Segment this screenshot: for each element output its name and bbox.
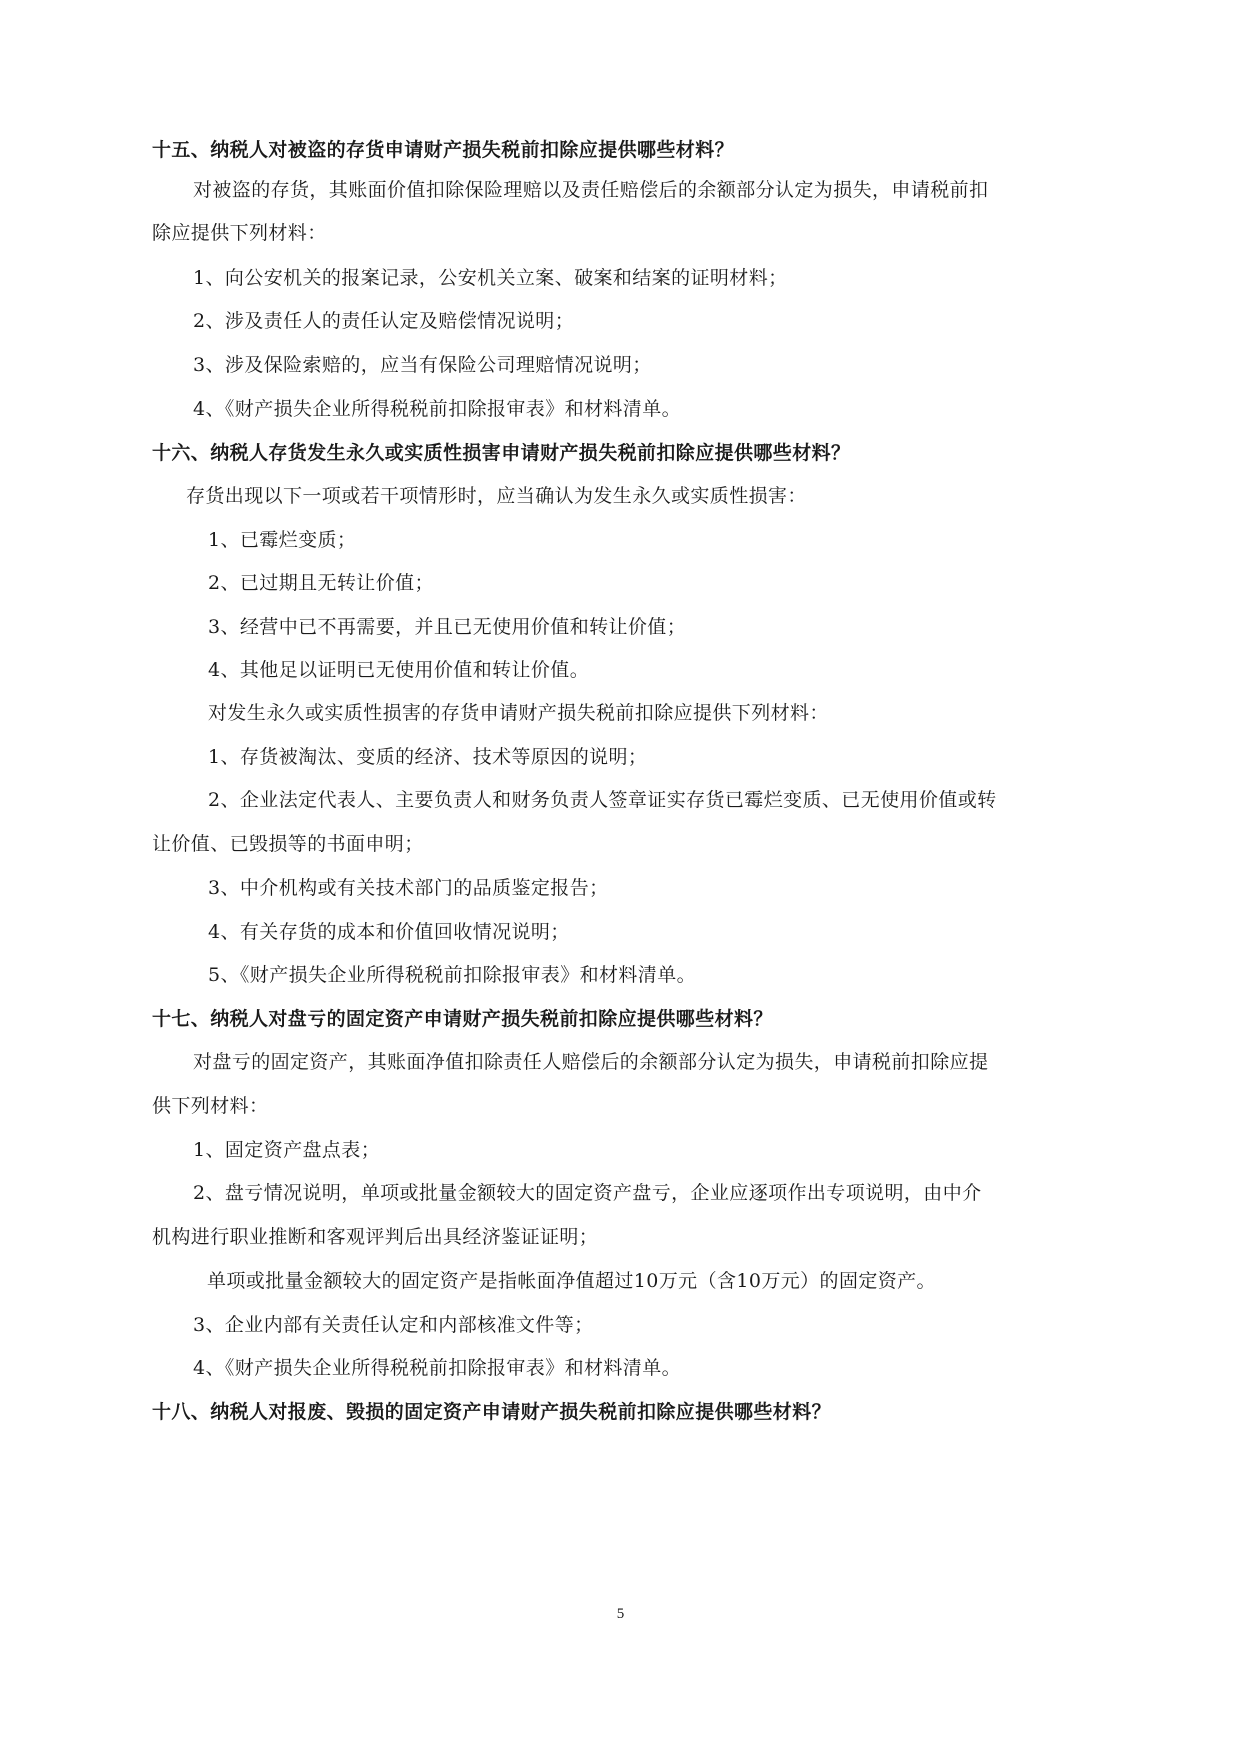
text-line: 对发生永久或实质性损害的存货申请财产损失税前扣除应提供下列材料： — [208, 702, 829, 724]
text-line: 4、其他足以证明已无使用价值和转让价值。 — [208, 659, 590, 681]
text-line: 1、固定资产盘点表； — [193, 1139, 381, 1161]
text-line: 1、向公安机关的报案记录，公安机关立案、破案和结案的证明材料； — [193, 267, 788, 289]
text-line: 4、《财产损失企业所得税税前扣除报审表》和材料清单。 — [193, 398, 681, 420]
text-line: 对盘亏的固定资产，其账面净值扣除责任人赔偿后的余额部分认定为损失，申请税前扣除应提 — [193, 1051, 989, 1073]
text-line: 3、涉及保险索赔的，应当有保险公司理赔情况说明； — [193, 354, 652, 376]
section-heading: 十七、纳税人对盘亏的固定资产申请财产损失税前扣除应提供哪些材料？ — [152, 1008, 773, 1030]
page-number: 5 — [616, 1606, 625, 1622]
section-heading: 十八、纳税人对报废、毁损的固定资产申请财产损失税前扣除应提供哪些材料？ — [152, 1401, 832, 1423]
text-line: 机构进行职业推断和客观评判后出具经济鉴证证明； — [152, 1226, 599, 1248]
text-line: 4、有关存货的成本和价值回收情况说明； — [208, 921, 570, 943]
text-line: 3、经营中已不再需要，并且已无使用价值和转让价值； — [208, 616, 687, 638]
text-line: 单项或批量金额较大的固定资产是指帐面净值超过10万元（含10万元）的固定资产。 — [207, 1270, 936, 1292]
text-line: 让价值、已毁损等的书面申明； — [152, 833, 424, 855]
section-heading: 十六、纳税人存货发生永久或实质性损害申请财产损失税前扣除应提供哪些材料？ — [152, 442, 851, 464]
text-line: 存货出现以下一项或若干项情形时，应当确认为发生永久或实质性损害： — [186, 485, 807, 507]
text-line: 除应提供下列材料： — [152, 222, 327, 244]
text-line: 4、《财产损失企业所得税税前扣除报审表》和材料清单。 — [193, 1357, 681, 1379]
text-line: 1、存货被淘汰、变质的经济、技术等原因的说明； — [208, 746, 648, 768]
text-line: 2、企业法定代表人、主要负责人和财务负责人签章证实存货已霉烂变质、已无使用价值或转 — [208, 789, 997, 811]
text-line: 对被盗的存货，其账面价值扣除保险理赔以及责任赔偿后的余额部分认定为损失，申请税前扣 — [193, 179, 989, 201]
text-line: 3、企业内部有关责任认定和内部核准文件等； — [193, 1314, 594, 1336]
text-line: 2、涉及责任人的责任认定及赔偿情况说明； — [193, 310, 575, 332]
section-heading: 十五、纳税人对被盗的存货申请财产损失税前扣除应提供哪些材料？ — [152, 139, 735, 161]
text-line: 2、盘亏情况说明，单项或批量金额较大的固定资产盘亏，企业应逐项作出专项说明，由中介 — [193, 1182, 982, 1204]
text-line: 3、中介机构或有关技术部门的品质鉴定报告； — [208, 877, 609, 899]
text-line: 1、已霉烂变质； — [208, 529, 357, 551]
text-line: 2、已过期且无转让价值； — [208, 572, 434, 594]
text-line: 5、《财产损失企业所得税税前扣除报审表》和材料清单。 — [208, 964, 696, 986]
text-line: 供下列材料： — [152, 1095, 269, 1117]
